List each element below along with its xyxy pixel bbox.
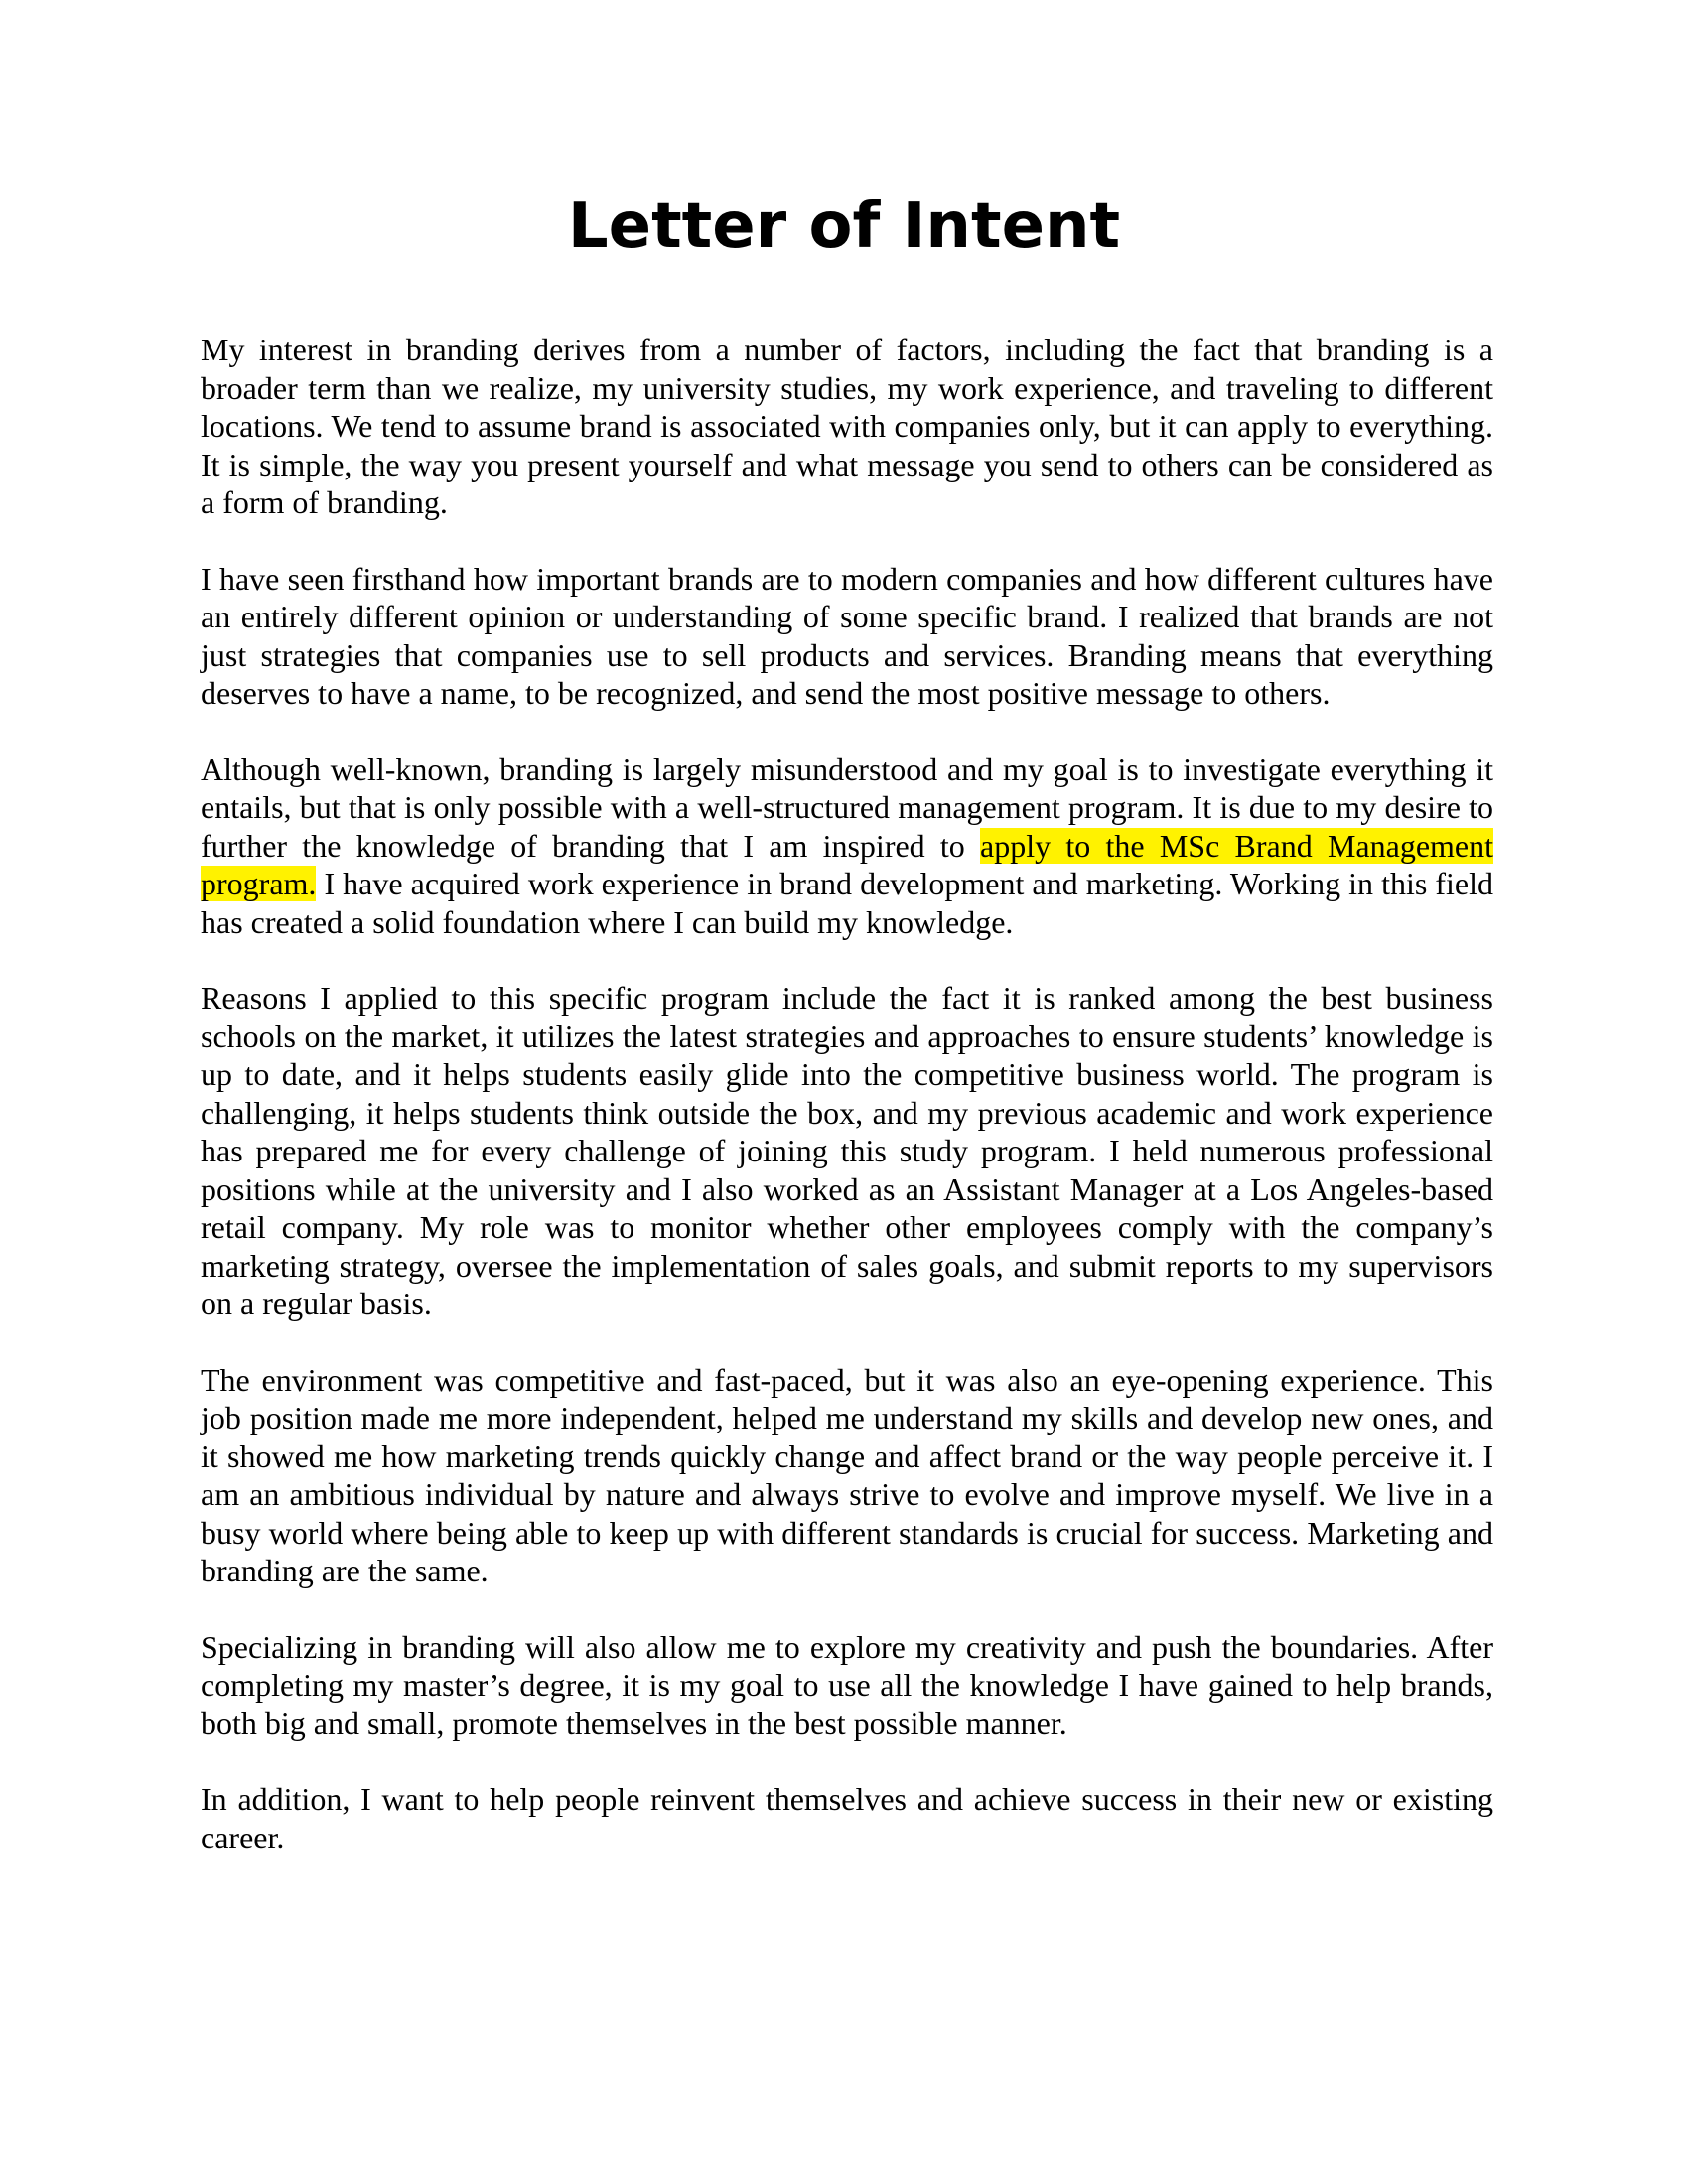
paragraph-3-text-after: I have acquired work experience in brand development and marketing. Working in this field has created a solid foundation where I can build my knowledge. <box>201 866 1493 940</box>
paragraph-3-text-before: Although well-known, branding is largely misunderstood and my goal is to investigate everything it entails, but that is only possible with a well-structured management program. It is due to my desire to further the knowledge of branding that I am inspired to <box>201 751 1493 864</box>
paragraph-6: Specializing in branding will also allow me to explore my creativity and push the boundaries. After completing my master’s degree, it is my goal to use all the knowledge I have gained to help brands, both big and small, promote themselves in the best possible manner. <box>201 1628 1493 1741</box>
paragraph-7: In addition, I want to help people reinvent themselves and achieve success in their new or existing career. <box>201 1781 1493 1855</box>
page-title: Letter of Intent <box>567 190 1121 263</box>
paragraph-4: Reasons I applied to this specific program include the fact it is ranked among the best business schools on the market, it utilizes the latest strategies and approaches to ensure students’ knowledge is up to date, and it helps students easily glide into the competitive business world. The program is challenging, it helps students think outside the box, and my previous academic and work experience has prepared me for every challenge of joining this study program. I held numerous professional positions while at the university and I also worked as an Assistant Manager at a Los Angeles-based retail company. My role was to monitor whether other employees comply with the company’s marketing strategy, oversee the implementation of sales goals, and submit reports to my supervisors on a regular basis. <box>201 980 1493 1321</box>
paragraph-2: I have seen firsthand how important brands are to modern companies and how different cultures have an entirely different opinion or understanding of some specific brand. I realized that brands are not just strategies that companies use to sell products and services. Branding means that everything deserves to have a name, to be recognized, and send the most positive message to others. <box>201 560 1493 711</box>
letter-body <box>201 331 1493 1894</box>
paragraph-3 <box>201 751 1493 942</box>
paragraph-5: The environment was competitive and fast-paced, but it was also an eye-opening experience. This job position made me more independent, helped me understand my skills and develop new ones, and it showed me how marketing trends quickly change and affect brand or the way people perceive it. I am an ambitious individual by nature and always strive to evolve and improve myself. We live in a busy world where being able to keep up with different standards is crucial for success. Marketing and branding are the same. <box>201 1361 1493 1588</box>
paragraph-1: My interest in branding derives from a number of factors, including the fact that branding is a broader term than we realize, my university studies, my work experience, and traveling to different locations. We tend to assume brand is associated with companies only, but it can apply to everything. It is simple, the way you present yourself and what message you send to others can be considered as a form of branding. <box>201 332 1493 520</box>
highlighted-text: apply to the MSc Brand Management program. <box>201 827 1494 901</box>
